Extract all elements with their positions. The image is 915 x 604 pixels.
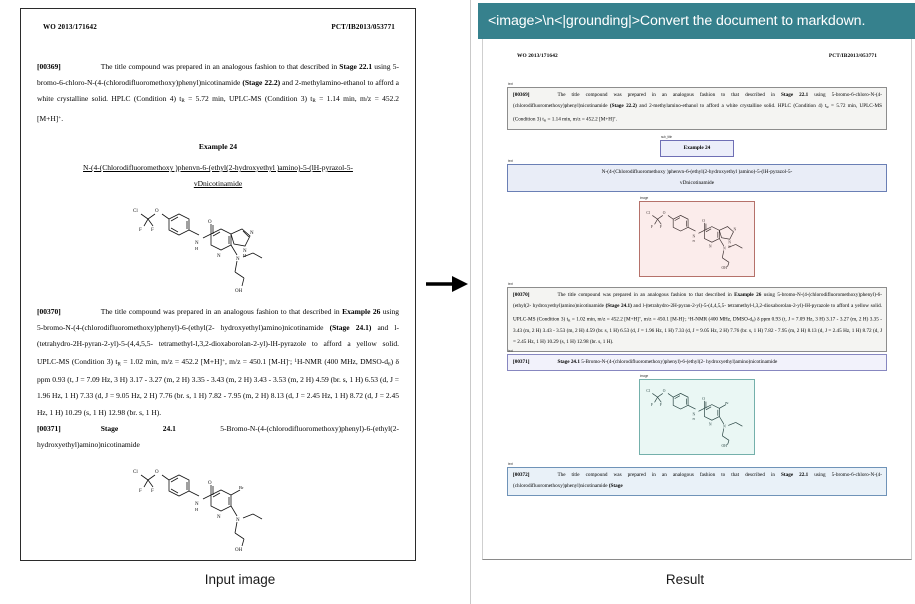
svg-text:Cl: Cl: [132, 209, 138, 215]
result-chemical-structure-2: [640, 380, 754, 454]
caption-input-image: Input image: [204, 572, 276, 587]
svg-text:H: H: [242, 253, 246, 259]
svg-text:N: N: [708, 422, 712, 427]
svg-text:N: N: [242, 249, 247, 255]
grounding-tag-text-title: text: [508, 158, 513, 163]
grounding-tag-image: image: [640, 195, 649, 200]
grounding-tag-text: text: [508, 461, 513, 466]
result-paragraph-00372: [00372] The title compound was prepared in an analogous fashion to that described in Stage 22.1 using 5-bromo-6-chloro-N-(4-(chlorodifluoromethoxy)phenyl)nicotinamide (Stage: [513, 471, 882, 490]
svg-text:F: F: [650, 224, 653, 229]
stage-ref-22-1: Stage 22.1: [339, 62, 373, 71]
svg-text:N: N: [216, 254, 221, 260]
example-24-heading: Example 24: [198, 142, 238, 152]
result-running-head-right: PCT/IB2013/053771: [828, 53, 877, 59]
input-image-panel: [20, 8, 416, 561]
paragraph-00371-id: [00371]: [37, 423, 61, 433]
grounding-box-subtitle-example24[interactable]: [660, 134, 734, 157]
svg-text:OH: OH: [721, 443, 727, 447]
grounding-box-image-pyrazole[interactable]: [639, 195, 755, 277]
chemical-structure-svg-1: [131, 198, 306, 293]
svg-text:N: N: [692, 412, 696, 417]
svg-text:N: N: [708, 244, 712, 249]
result-panel: [478, 0, 915, 565]
paragraph-00370-id: [00370]: [37, 307, 61, 317]
svg-text:Cl: Cl: [132, 470, 138, 476]
paragraph-00369: [00369] The title compound was prepared in an analogous fashion to that described in Stage 22.1 using 5-bromo-6-chloro-N-(4-(chlorodifluoromethoxy)phenyl)nicotinamide (Stage 22.2) and 2-methylamino-ethanol to afford a white crystalline solid. HPLC (Condition 4) $t_R = 5.72$ min, UPLC-MS (Condition 3) $t_R = 1.14$ min, m/z = 452.2 [M+H]+.: [37, 62, 400, 123]
svg-text:H: H: [194, 246, 198, 252]
chemical-structure-bromo: [37, 459, 399, 556]
result-chem-svg-1: [643, 205, 751, 269]
svg-text:F: F: [650, 403, 653, 408]
svg-text:F: F: [150, 489, 154, 495]
svg-text:F: F: [659, 224, 662, 229]
svg-text:O: O: [154, 470, 159, 476]
prompt-text: <image>\n<|grounding|>Convert the document to markdown.: [488, 13, 866, 29]
svg-text:Cl: Cl: [646, 388, 650, 393]
svg-text:N: N: [194, 241, 199, 247]
svg-text:OH: OH: [234, 289, 242, 294]
chemical-structure-pyrazole: [37, 198, 399, 298]
chemical-structure-svg-2: [131, 459, 306, 551]
svg-text:N: N: [235, 257, 240, 263]
right-arrow-icon: [424, 272, 470, 296]
svg-text:H: H: [692, 239, 695, 244]
example-ref-26: Example 26: [342, 307, 381, 317]
svg-text:N: N: [249, 231, 254, 237]
svg-text:F: F: [150, 228, 154, 234]
running-head-right: PCT/IB2013/053771: [331, 23, 395, 31]
grounding-box-text-00369[interactable]: [507, 82, 887, 130]
paragraph-00369-id: [00369]: [37, 62, 61, 71]
result-compound-title: N-(4-(Chlorodifluoromethoxy )phenvn-6-(ethyl(2-hydroxyethyl )amino)-5-(lH-pyrazol-5- vDnicotinamide: [601, 168, 793, 186]
paragraph-00371: [00371] Stage 24.1 5-Bromo-N-(4-(chlorodifluoromethoxy)phenyl)-6-(ethyl(2- hydroxyethyl)amino)nicotinamide: [37, 423, 400, 449]
svg-text:O: O: [207, 220, 212, 226]
svg-text:N: N: [194, 502, 199, 508]
svg-text:N: N: [723, 424, 726, 429]
grounding-tag-text: text: [508, 82, 513, 86]
svg-text:H: H: [692, 417, 695, 422]
result-chemical-structure-1: [640, 202, 754, 276]
grounding-tag-text: text: [508, 348, 513, 353]
result-chem-svg-2: [643, 383, 751, 447]
svg-text:H: H: [194, 507, 198, 513]
result-paragraph-00371: [00371] Stage 24.1 5-Bromo-N-(4-(chlorodifluoromethoxy)phenyl)-6-(ethyl(2- hydroxyethyl)amino)nicotinamide: [513, 358, 778, 365]
svg-text:OH: OH: [234, 548, 242, 552]
grounding-box-text-00372[interactable]: [507, 461, 887, 496]
running-head: [37, 19, 399, 31]
svg-text:O: O: [662, 210, 666, 215]
grounding-tag-sub-title: sub_title: [661, 134, 672, 139]
svg-text:N: N: [235, 518, 240, 524]
grounding-box-title-compound[interactable]: [507, 158, 887, 192]
svg-text:N: N: [216, 515, 221, 521]
grounding-tag-text: text: [508, 281, 513, 286]
svg-text:Cl: Cl: [646, 210, 650, 215]
svg-text:F: F: [659, 403, 662, 408]
svg-text:O: O: [702, 219, 705, 224]
grounding-box-text-00370[interactable]: [507, 281, 887, 352]
panel-divider: [470, 0, 471, 604]
result-example-24-heading: Example 24: [683, 144, 711, 151]
paragraph-00369-line1: The title compound was prepared in an analogous fashion to that described in: [100, 62, 338, 71]
svg-text:F: F: [138, 228, 142, 234]
result-paragraph-00370: [00370] The title compound was prepared in an analogous fashion to that described in Example 26 using 5-bromo-N-(4-(chlorodifluoromethoxy)phenyl)-6-(ethyl(2- hydroxyethyl)amino)nicotinamide (Stage 24.1) and l-(tetrahydro-2H-pyran-2-yl)-5-(4,4,5,5- tetramethyl-l,3,2-dioxaborolan-2-yl)-lH-pyrazole to afford a yellow solid. UPLC-MS (Condition 3) $t_R = 1.02$ min, m/z = 452.2 [M+H]+, m/z = 450.1 [M-H]-; $^1$H-NMR (400 MHz, DMSO-$d_6$) δ ppm 0.93 (t, J = 7.09 Hz, 3 H) 3.17 - 3.27 (m, 2 H) 3.35 - 3.43 (m, 2 H) 3.43 - 3.53 (m, 2 H) 4.59 (br. s, 1 H) 6.53 (d, J = 1.96 Hz, 1 H) 7.33 (d, J = 9.05 Hz, 2 H) 7.76 (br. s, 1 H) 7.82 - 7.95 (m, 2 H) 8.13 (d, J = 2.45 Hz, 1 H) 8.72 (d, J = 2.45 Hz, 1 H) 10.29 (s, 1 H) 12.98 (br. s, 1 H).: [513, 291, 883, 346]
svg-text:H: H: [728, 244, 731, 249]
svg-text:F: F: [138, 489, 142, 495]
caption-result: Result: [665, 572, 705, 587]
result-running-head-left: WO 2013/171642: [517, 53, 558, 59]
svg-text:O: O: [154, 209, 159, 215]
svg-text:N: N: [728, 240, 731, 245]
result-running-head: [489, 39, 905, 59]
result-paragraph-00369: [00369] The title compound was prepared in an analogous fashion to that described in Stage 22.1 using 5-bromo-6-chloro-N-(4-(chlorodifluoromethoxy)phenyl)nicotinamide (Stage 22.2) and 2-methylamino-ethanol to afford a white crystalline solid. HPLC (Condition 4) $t_R = 5.72$ min, UPLC-MS (Condition 3) $t_R = 1.14$ min, m/z = 452.2 [M+H]+.: [513, 92, 882, 123]
svg-text:Br: Br: [238, 485, 244, 491]
grounding-box-image-bromo[interactable]: [639, 373, 755, 455]
document-page: [21, 9, 415, 560]
svg-text:O: O: [662, 388, 666, 393]
svg-text:Br: Br: [725, 400, 729, 405]
paragraph-00370: [00370] The title compound was prepared in an analogous fashion to that described in Example 26 using 5-bromo-N-(4-(chlorodifluoromethoxy)phenyl)-6-(ethyl(2- hydroxyethyl)amino)nicotinamide (Stage 24.1) and l-(tetrahydro-2H-pyran-2-yl)-5-(4,4,5,5- tetramethyl-l,3,2-dioxaborolan-2-yl)-lH-pyrazole to afford a yellow solid. UPLC-MS (Condition 3) $t_R = 1.02$ min, m/z = 452.2 [M+H]+, m/z = 450.1 [M-H]-; $^1$H-NMR (400 MHz, DMSO-$d_6$) δ ppm 0.93 (t, J = 7.09 Hz, 3 H) 3.17 - 3.27 (m, 2 H) 3.35 - 3.43 (m, 2 H) 3.43 - 3.53 (m, 2 H) 4.59 (br. s, 1 H) 6.53 (d, J = 1.96 Hz, 1 H) 7.33 (d, J = 9.05 Hz, 2 H) 7.76 (br. s, 1 H) 7.82 - 7.95 (m, 2 H) 8.13 (d, J = 2.45 Hz, 1 H) 8.72 (d, J = 2.45 Hz, 1 H) 10.29 (s, 1 H) 12.98 (br. s, 1 H).: [37, 307, 400, 417]
compound-title-24: N-(4-(Chlorodifluoromethoxy )phenvn-6-(ethyl(2-hydroxyethyl )amino)-5-(lH-pyrazol-5- vDnicotinamide: [83, 163, 353, 189]
svg-text:O: O: [702, 397, 705, 402]
grounding-box-text-00371[interactable]: [507, 348, 887, 371]
result-document-page: [482, 39, 912, 560]
stage-ref-24-1: Stage 24.1: [100, 423, 176, 433]
svg-text:N: N: [723, 246, 726, 251]
running-head-left: WO 2013/171642: [43, 23, 97, 31]
grounding-tag-image: image: [640, 373, 649, 378]
prompt-banner: [478, 3, 915, 39]
svg-text:N: N: [733, 227, 737, 232]
svg-text:N: N: [692, 234, 696, 239]
svg-text:O: O: [207, 481, 212, 487]
svg-text:OH: OH: [721, 265, 727, 269]
